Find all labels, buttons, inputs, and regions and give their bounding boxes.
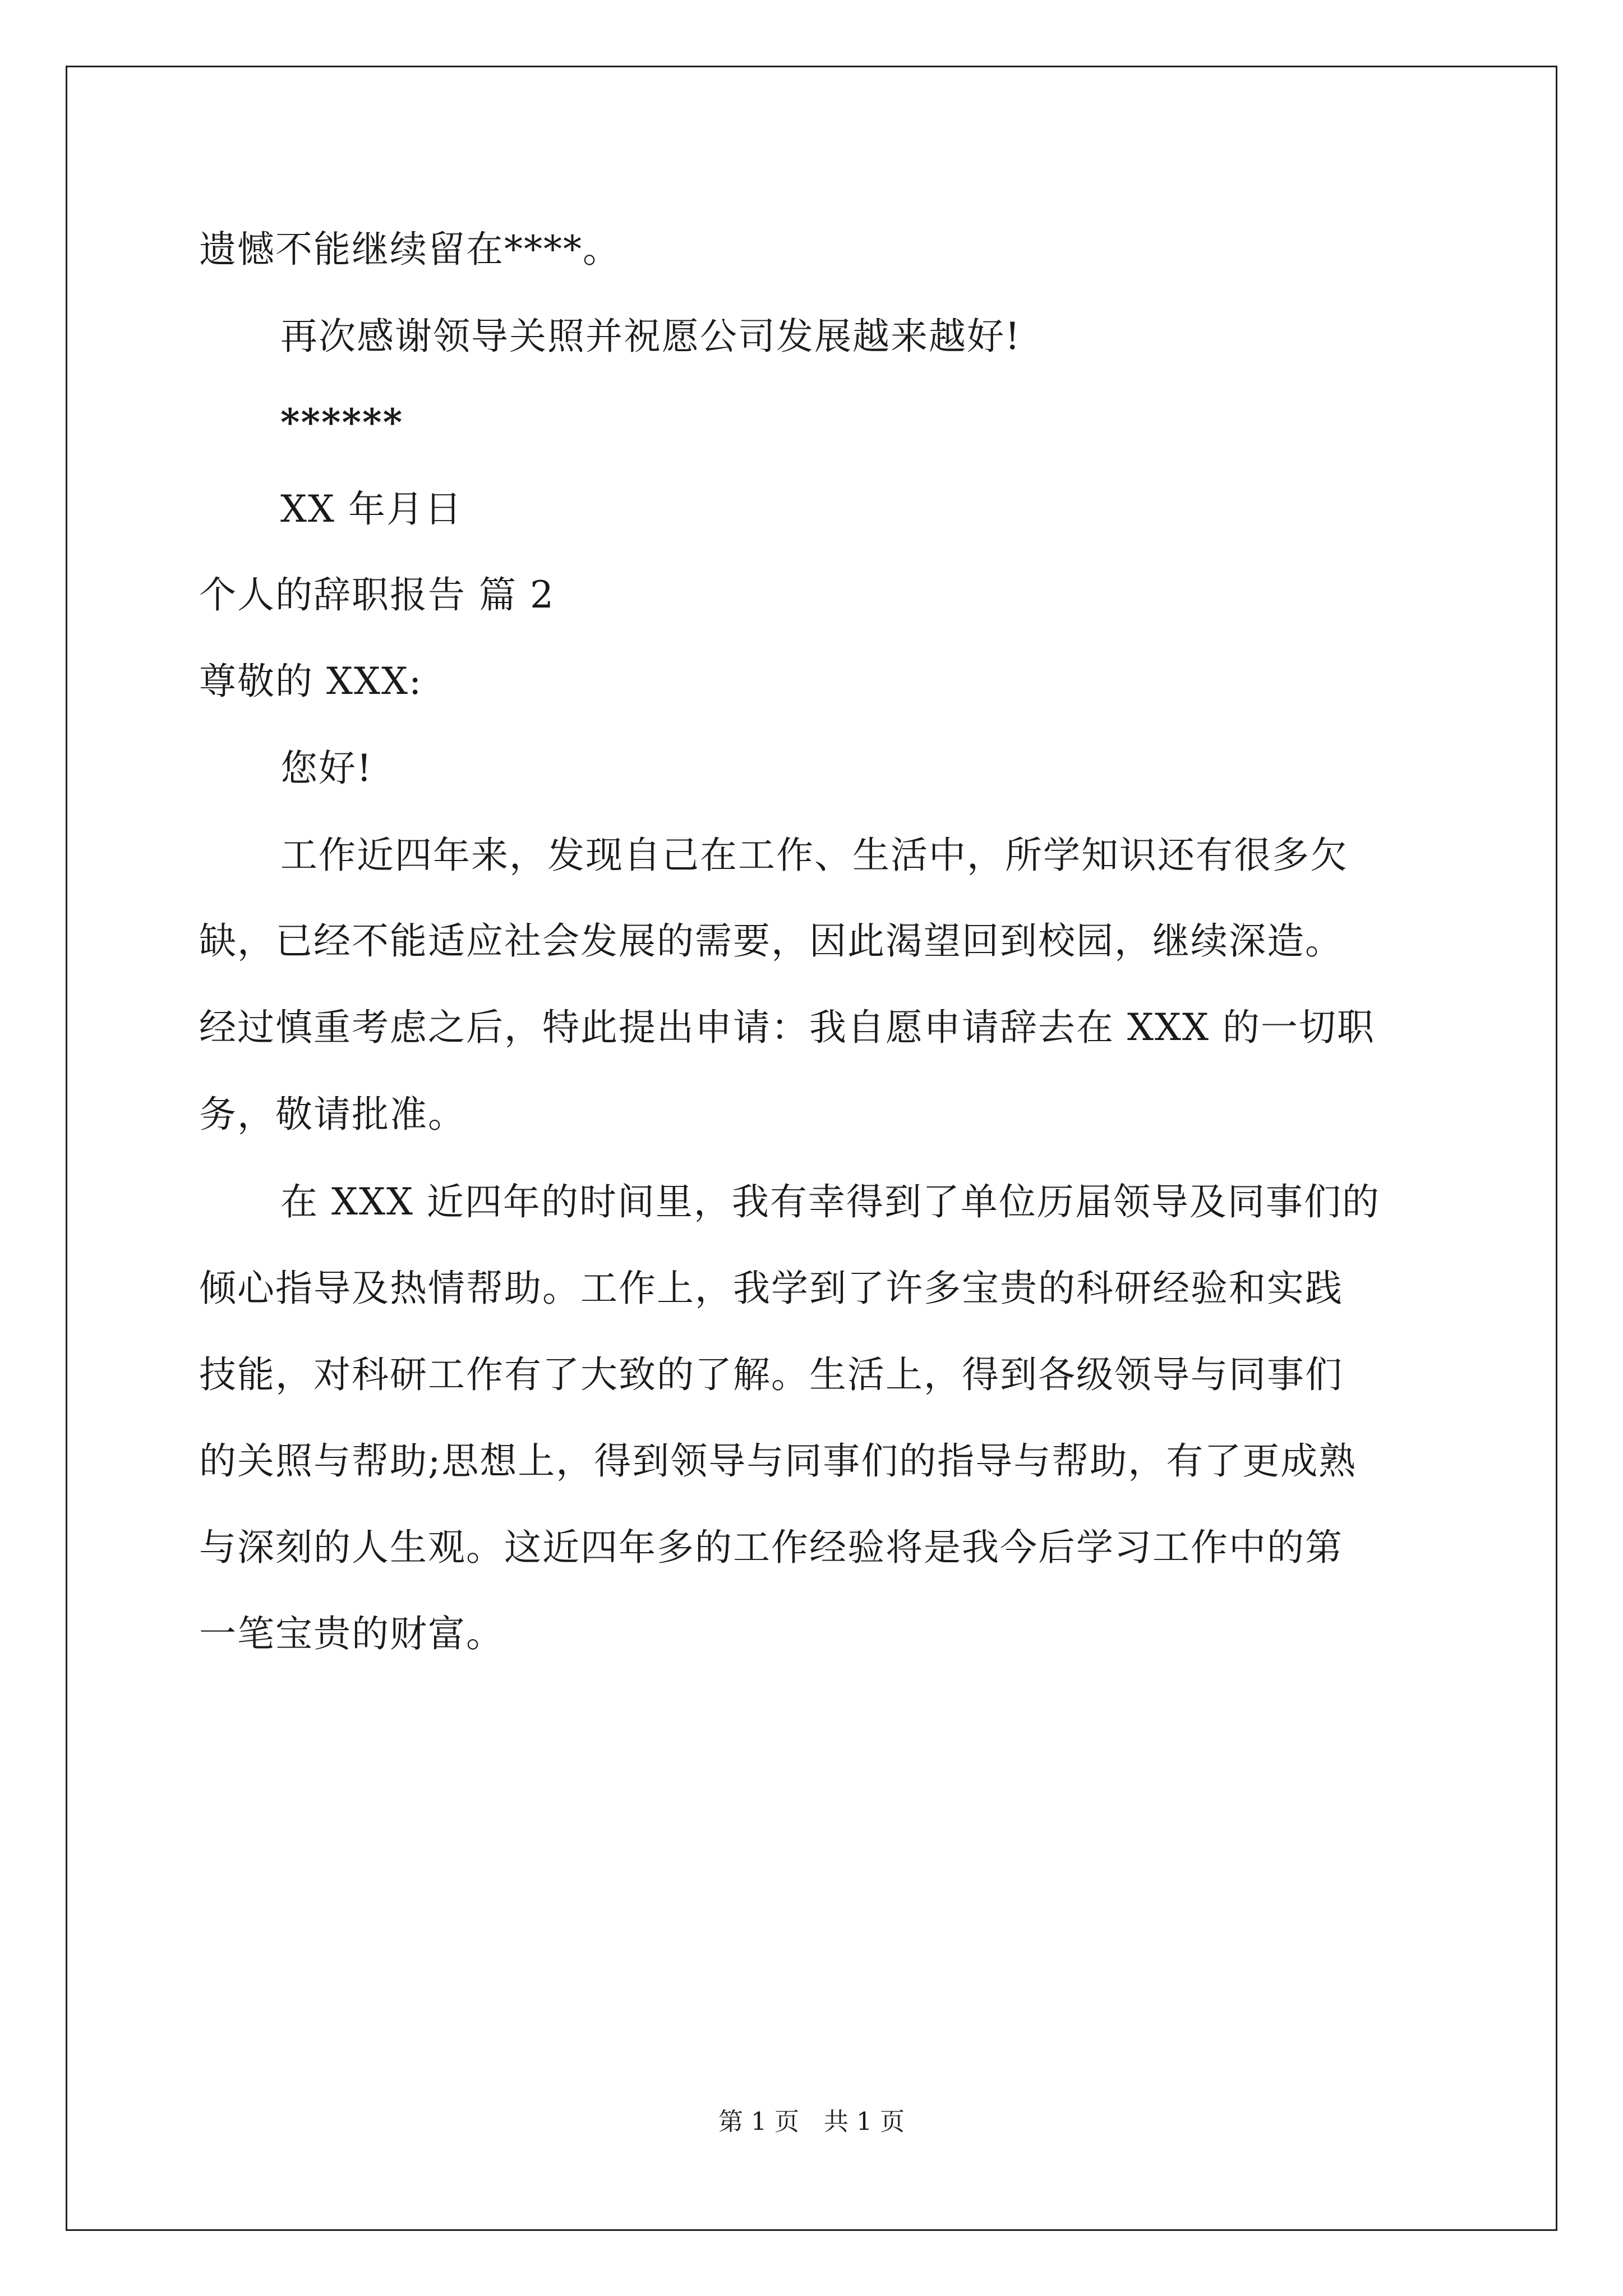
date-line: XX 年月日 bbox=[280, 487, 463, 531]
paragraph-2-line-1: 在 XXX 近四年的时间里，我有幸得到了单位历届领导及同事们的 bbox=[280, 1180, 1380, 1223]
paragraph-2-line-4: 的关照与帮助;思想上，得到领导与同事们的指导与帮助，有了更成熟 bbox=[199, 1439, 1357, 1483]
paragraph-1-line-4: 务，敬请批准。 bbox=[199, 1093, 466, 1136]
text-line-1: 遗憾不能继续留在****。 bbox=[199, 228, 621, 271]
paragraph-2-line-2: 倾心指导及热情帮助。工作上，我学到了许多宝贵的科研经验和实践 bbox=[199, 1267, 1343, 1310]
greeting: 您好! bbox=[280, 747, 373, 790]
paragraph-1-line-1: 工作近四年来，发现自己在工作、生活中，所学知识还有很多欠 bbox=[280, 834, 1348, 877]
salutation: 尊敬的 XXX: bbox=[199, 660, 423, 703]
paragraph-2-line-6: 一笔宝贵的财富。 bbox=[199, 1612, 504, 1655]
paragraph-1-line-2: 缺，已经不能适应社会发展的需要，因此渴望回到校园，继续深造。 bbox=[199, 919, 1343, 963]
paragraph-2-line-5: 与深刻的人生观。这近四年多的工作经验将是我今后学习工作中的第 bbox=[199, 1526, 1343, 1569]
paragraph-1-line-3: 经过慎重考虑之后，特此提出申请：我自愿申请辞去在 XXX 的一切职 bbox=[199, 1006, 1375, 1049]
section-title: 个人的辞职报告 篇 2 bbox=[199, 573, 555, 616]
page-number-footer: 第 1 页 共 1 页 bbox=[718, 2108, 905, 2136]
signature-placeholder: ****** bbox=[280, 401, 404, 444]
text-line-2: 再次感谢领导关照并祝愿公司发展越来越好! bbox=[280, 315, 1021, 358]
page-border bbox=[66, 66, 1557, 2231]
paragraph-2-line-3: 技能，对科研工作有了大致的了解。生活上，得到各级领导与同事们 bbox=[199, 1353, 1343, 1396]
